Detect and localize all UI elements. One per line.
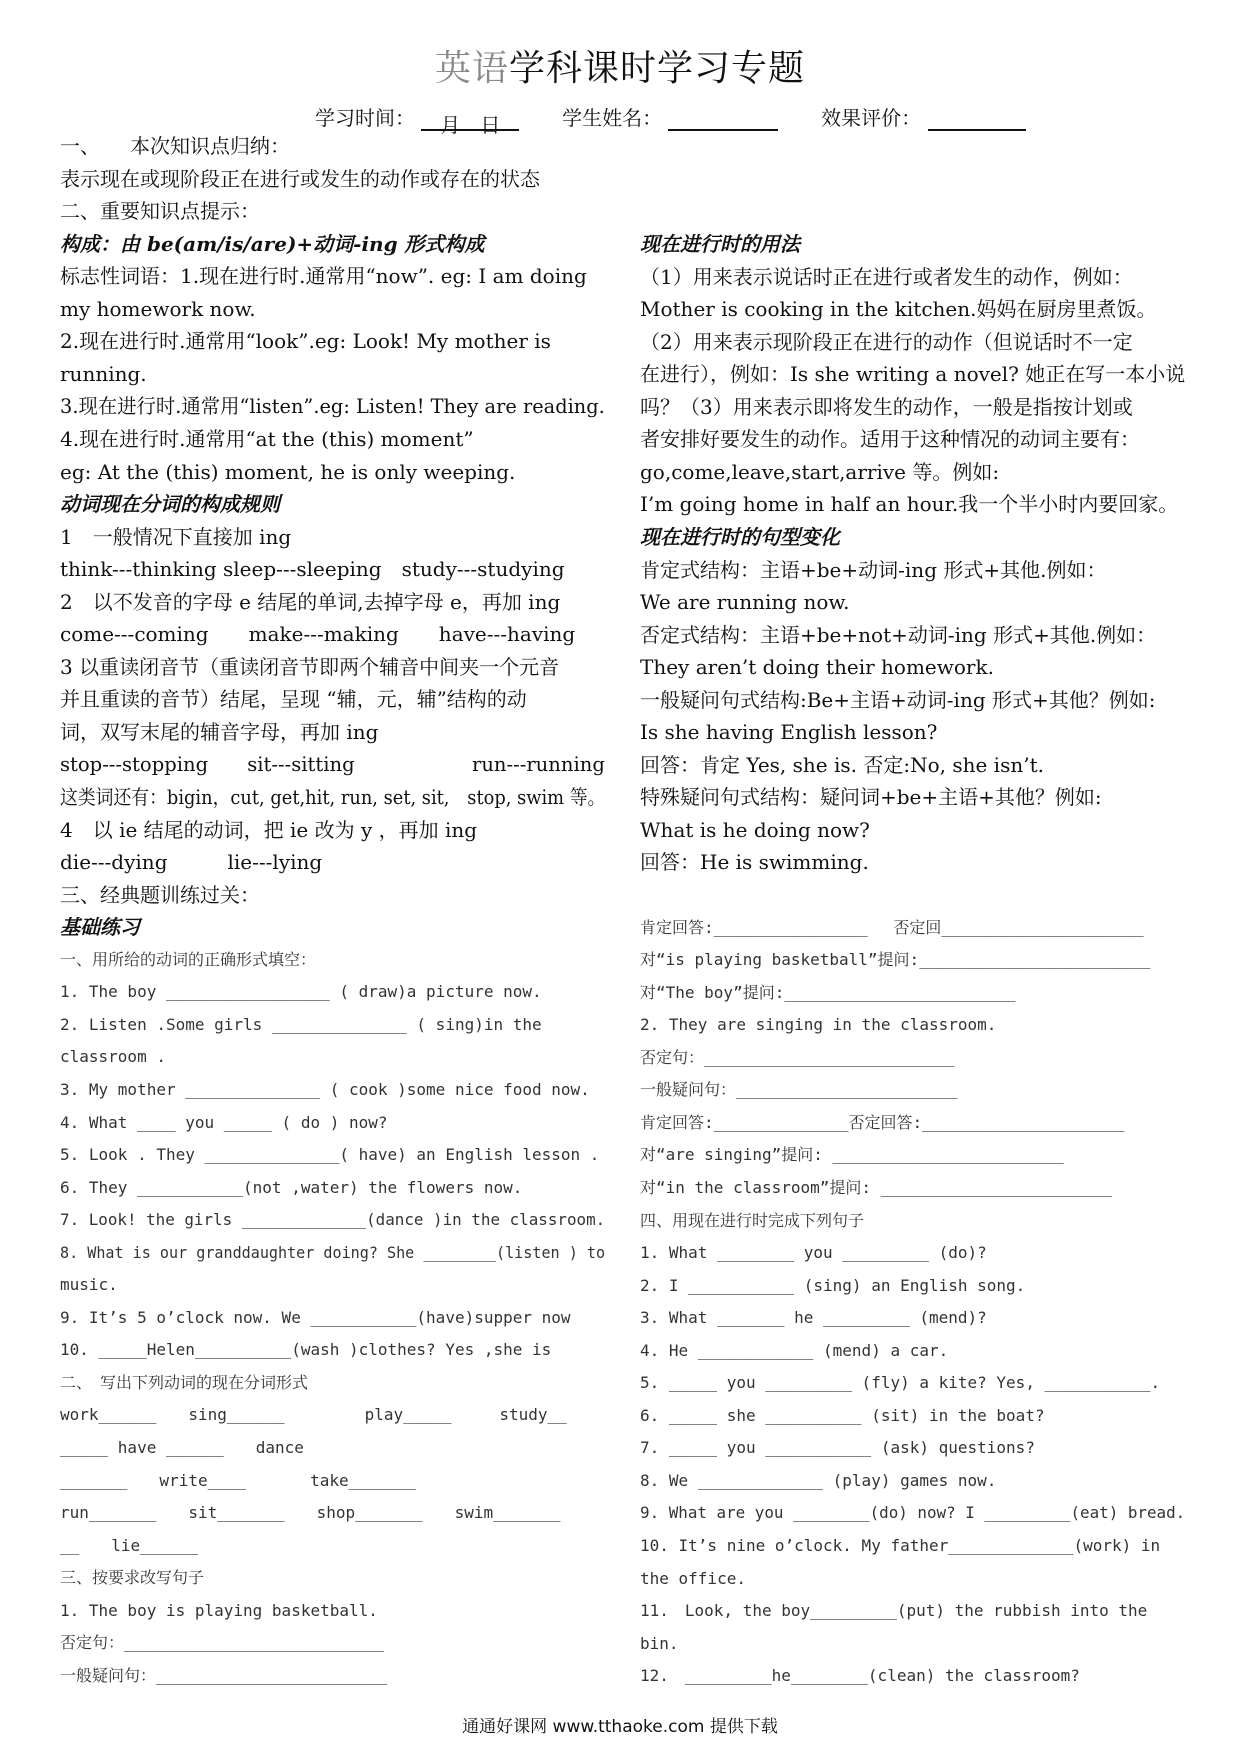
left-line: 二、 写出下列动词的现在分词形式	[60, 1372, 309, 1392]
right-line: 3. What _______ he _________ (mend)?	[640, 1308, 987, 1328]
left-line: 1. The boy _________________ ( draw)a picture now.	[60, 982, 542, 1002]
left-line: 1. The boy is playing basketball.	[60, 1600, 378, 1620]
right-line: 2. I ___________ (sing) an English song.	[640, 1275, 1026, 1295]
left-line: 三、按要求改写句子	[60, 1568, 205, 1588]
left-line: _____ have ______ dance	[60, 1438, 304, 1457]
right-line: 特殊疑问句式结构：疑问词+be+主语+其他？例如:	[640, 785, 1102, 810]
left-line: think---thinking sleep---sleeping study---studying	[60, 557, 565, 582]
right-line: 1. What ________ you _________ (do)?	[640, 1243, 987, 1263]
left-line: running.	[60, 361, 147, 386]
left-line: 4.现在进行时.通常用“at the (this) moment”	[60, 426, 474, 451]
left-line: 表示现在或现阶段正在进行或发生的动作或存在的状态	[60, 166, 540, 191]
student-name-field[interactable]	[668, 109, 778, 131]
right-line: 对“are singing”提问: ________________________	[640, 1145, 1064, 1165]
left-line: 10. _____Helen__________(wash )clothes? Yes ,she is	[60, 1340, 552, 1360]
title-main: 学科课时学习专题	[509, 48, 806, 89]
left-line: 6. They ___________(not ,water) the flowers now.	[60, 1177, 523, 1197]
left-line: 1 一般情况下直接加 ing	[60, 524, 292, 549]
right-line: 对“in the classroom”提问: ________________________	[640, 1177, 1112, 1197]
right-line: 吗？（3）用来表示即将发生的动作，一般是指按计划或	[640, 394, 1133, 419]
left-line: 4. What ____ you _____ ( do ) now?	[60, 1112, 388, 1132]
left-line: 一般疑问句：________________________	[60, 1665, 388, 1685]
right-line: 6. _____ she __________ (sit) in the boat?	[640, 1405, 1045, 1425]
right-line: 10. It’s nine o’clock. My father_____________(work) in	[640, 1536, 1161, 1555]
left-line: 4 以 ie 结尾的动词，把 ie 改为 y ，再加 ing	[60, 817, 478, 842]
right-line: 回答：He is swimming.	[640, 850, 869, 875]
right-line: 11. Look, the boy_________(put) the rubbish into the	[640, 1601, 1148, 1621]
footer-source: 通通好课网 www.tthaoke.com 提供下载	[462, 1717, 778, 1737]
right-line: 对“The boy”提问:________________________	[640, 982, 1016, 1002]
right-line: bin.	[640, 1633, 679, 1653]
left-line: eg: At the (this) moment, he is only weeping.	[60, 459, 516, 484]
student-name-label: 学生姓名：	[562, 106, 663, 130]
left-line: work______ sing______ play_____ study__	[60, 1405, 567, 1425]
right-line: 4. He ____________ (mend) a car.	[640, 1340, 949, 1360]
right-line: 一般疑问句：_______________________	[640, 1080, 958, 1100]
right-line: 肯定式结构：主语+be+动词-ing 形式+其他.例如：	[640, 557, 1107, 582]
right-line: I’m going home in half an hour.我一个半小时内要回家。	[640, 492, 1179, 517]
left-line: music.	[60, 1275, 118, 1295]
right-line: Is she having English lesson?	[640, 720, 938, 745]
title-subject: 英语	[434, 48, 509, 89]
left-line: 二、重要知识点提示：	[60, 199, 260, 224]
left-line: 三、经典题训练过关：	[60, 882, 260, 907]
right-line: What is he doing now?	[640, 817, 870, 842]
right-line: We are running now.	[640, 590, 850, 615]
study-time-field[interactable]	[421, 109, 519, 137]
info-row	[315, 102, 1026, 137]
right-line: （2）用来表示现阶段正在进行的动作（但说话时不一定	[640, 329, 1133, 354]
left-line: 2 以不发音的字母 e 结尾的单词,去掉字母 e，再加 ing	[60, 589, 561, 614]
left-line: 7. Look! the girls _____________(dance )in the classroom.	[60, 1210, 606, 1230]
left-line: 3 以重读闭音节（重读闭音节即两个辅音中间夹一个元音	[60, 654, 560, 679]
left-line: 这类词还有：bigin，cut, get,hit, run, set, sit, stop, swim 等。	[60, 785, 606, 809]
right-line: the office.	[640, 1568, 746, 1588]
left-line: __ lie______	[60, 1535, 198, 1555]
left-line: 3.现在进行时.通常用“listen”.eg: Listen! They are reading.	[60, 394, 605, 419]
evaluation-label: 效果评价：	[821, 106, 922, 130]
right-line: 否定句：__________________________	[640, 1047, 955, 1067]
left-line: come---coming make---making have---having	[60, 622, 576, 647]
left-line: die---dying lie---lying	[60, 850, 323, 875]
right-line: 肯定回答:________________ 否定回_____________________	[640, 917, 1144, 937]
study-time-label: 学习时间：	[315, 106, 415, 130]
right-line: 者安排好要发生的动作。适用于这种情况的动词主要有：	[640, 427, 1140, 452]
right-line: 对“is playing basketball”提问:________________________	[640, 950, 1151, 970]
right-line: 现在进行时的用法	[640, 232, 800, 256]
left-line: _______ write____ take_______	[60, 1470, 417, 1490]
right-line: 9. What are you ________(do) now? I _________(eat) bread.	[640, 1503, 1186, 1523]
right-line: 5. _____ you _________ (fly) a kite? Yes, ___________.	[640, 1373, 1161, 1393]
left-line: 标志性词语：1.现在进行时.通常用“now”. eg: I am doing	[60, 264, 587, 289]
left-line: 构成：由 be(am/is/are)+动词-ing 形式构成	[60, 231, 485, 256]
right-line: 四、用现在进行时完成下列句子	[640, 1210, 865, 1230]
left-line: 词，双写末尾的辅音字母，再加 ing	[60, 719, 379, 744]
right-line: 一般疑问句式结构:Be+主语+动词-ing 形式+其他？例如:	[640, 687, 1156, 712]
left-line: 2.现在进行时.通常用“look”.eg: Look! My mother is	[60, 329, 551, 354]
right-line: go,come,leave,start,arrive 等。例如:	[640, 459, 1000, 484]
left-line: my homework now.	[60, 296, 256, 321]
right-line: 2. They are singing in the classroom.	[640, 1015, 997, 1035]
right-line: Mother is cooking in the kitchen.妈妈在厨房里煮饭。	[640, 297, 1157, 322]
left-line: 否定句：___________________________	[60, 1633, 385, 1653]
left-line: 2. Listen .Some girls ______________ ( sing)in the	[60, 1014, 542, 1034]
left-line: run_______ sit_______ shop_______ swim_______	[60, 1503, 561, 1523]
left-line: 并且重读的音节）结尾，呈现 “辅，元，辅”结构的动	[60, 687, 527, 712]
left-line: 一、用所给的动词的正确形式填空：	[60, 949, 317, 969]
left-line: 基础练习	[60, 915, 140, 940]
right-line: 否定式结构：主语+be+not+动词-ing 形式+其他.例如：	[640, 622, 1157, 647]
left-line: 一、 本次知识点归纳：	[60, 134, 290, 158]
right-line: 回答：肯定 Yes, she is. 否定:No, she isn’t.	[640, 752, 1044, 777]
left-line: 动词现在分词的构成规则	[60, 492, 280, 517]
left-line: stop---stopping sit---sitting run---running	[60, 752, 605, 777]
right-line: 现在进行时的句型变化	[640, 524, 840, 549]
right-line: They aren’t doing their homework.	[640, 655, 994, 680]
right-line: 12. _________he________(clean) the classroom?	[640, 1666, 1080, 1686]
left-line: classroom .	[60, 1047, 166, 1067]
study-time-value: 月 日	[440, 113, 501, 137]
right-line: 7. _____ you ___________ (ask) questions?	[640, 1438, 1035, 1458]
evaluation-field[interactable]	[928, 109, 1026, 131]
left-line: 3. My mother ______________ ( cook )some nice food now.	[60, 1079, 590, 1099]
right-line: 8. We _____________ (play) games now.	[640, 1470, 997, 1490]
page-title	[0, 40, 1240, 91]
right-line: 肯定回答:______________否定回答:_____________________	[640, 1112, 1125, 1132]
left-line: 9. It’s 5 o’clock now. We ___________(have)supper now	[60, 1307, 571, 1327]
right-line: 在进行），例如：Is she writing a novel? 她正在写一本小说	[640, 362, 1186, 387]
left-line: 8. What is our granddaughter doing? She ________(listen ) to	[60, 1242, 606, 1262]
right-line: （1）用来表示说话时正在进行或者发生的动作，例如：	[640, 264, 1133, 289]
left-line: 5. Look . They ______________( have) an English lesson .	[60, 1145, 600, 1165]
